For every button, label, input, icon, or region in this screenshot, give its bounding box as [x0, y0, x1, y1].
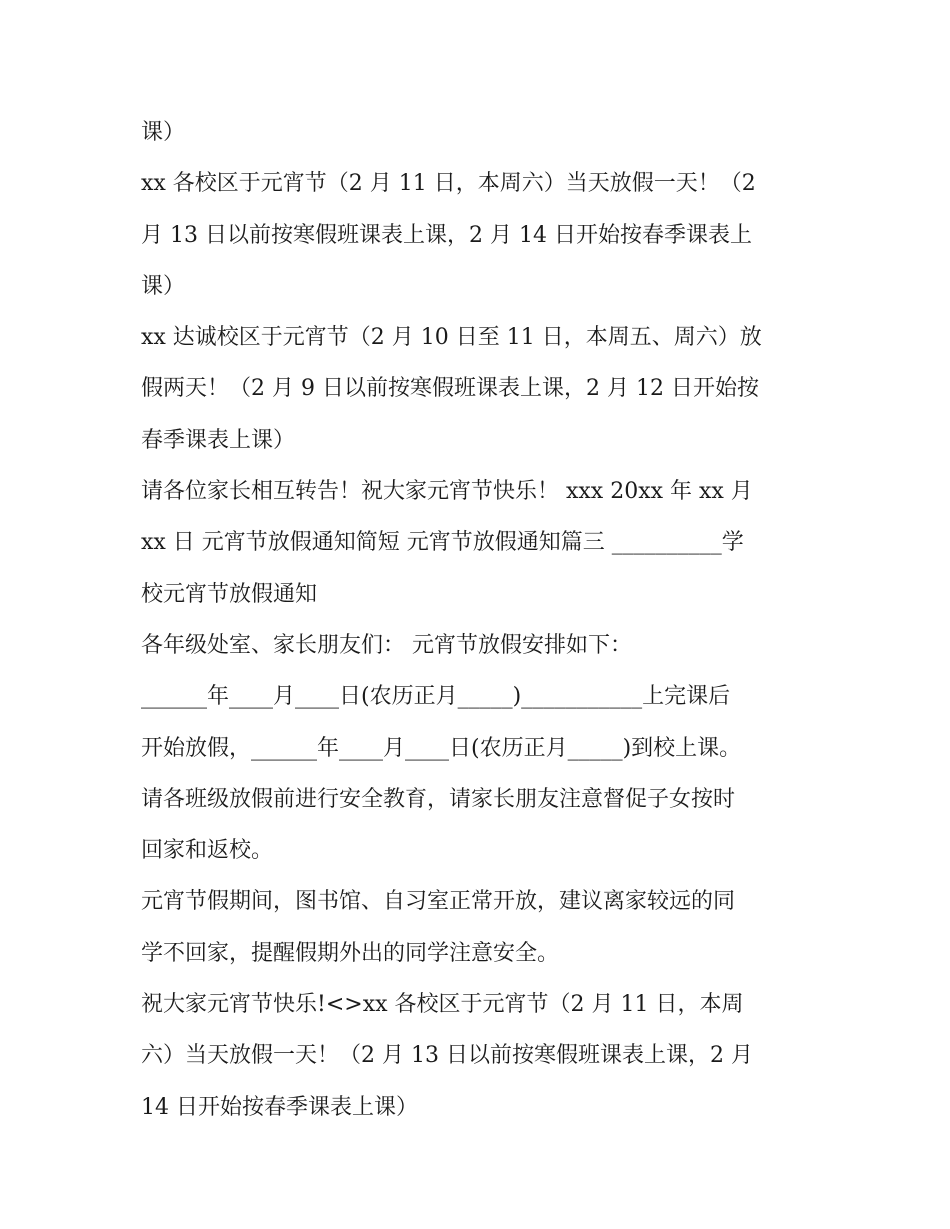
text-line: 回家和返校。 [141, 838, 274, 864]
text-line: 假两天！（2 月 9 日以前按寒假班课表上课，2 月 12 日开始按 [141, 376, 759, 402]
text-line: ______年____月____日(农历正月_____)___________上完课后 [141, 684, 731, 710]
text-line: 祝大家元宵节快乐!<>xx 各校区于元宵节（2 月 11 日，本周 [141, 992, 744, 1018]
document-body [141, 107, 821, 1133]
text-line: 请各班级放假前进行安全教育，请家长朋友注意督促子女按时 [141, 786, 736, 812]
text-line: xx 各校区于元宵节（2 月 11 日，本周六）当天放假一天！（2 [141, 171, 756, 197]
text-line: 春季课表上课） [141, 427, 296, 453]
text-line: 14 日开始按春季课表上课） [141, 1094, 418, 1120]
text-line: 各年级处室、家长朋友们： 元宵节放假安排如下： [141, 632, 632, 658]
text-line: 课） [141, 273, 186, 299]
text-line: 校元宵节放假通知 [141, 581, 318, 607]
text-line: 六）当天放假一天！（2 月 13 日以前按寒假班课表上课，2 月 [141, 1043, 753, 1069]
text-line: 请各位家长相互转告！祝大家元宵节快乐！ xxx 20xx 年 xx 月 [141, 479, 753, 505]
text-line: 月 13 日以前按寒假班课表上课，2 月 14 日开始按春季课表上 [141, 222, 752, 248]
text-line: xx 达诚校区于元宵节（2 月 10 日至 11 日，本周五、周六）放 [141, 325, 762, 351]
text-line: 开始放假，______年____月____日(农历正月_____)到校上课。 [141, 735, 742, 761]
text-line: 元宵节假期间，图书馆、自习室正常开放，建议离家较远的同 [141, 889, 736, 915]
text-line: xx 日 元宵节放假通知简短 元宵节放假通知篇三 __________学 [141, 530, 744, 556]
text-line: 学不回家，提醒假期外出的同学注意安全。 [141, 940, 560, 966]
text-line: 课） [141, 120, 186, 145]
